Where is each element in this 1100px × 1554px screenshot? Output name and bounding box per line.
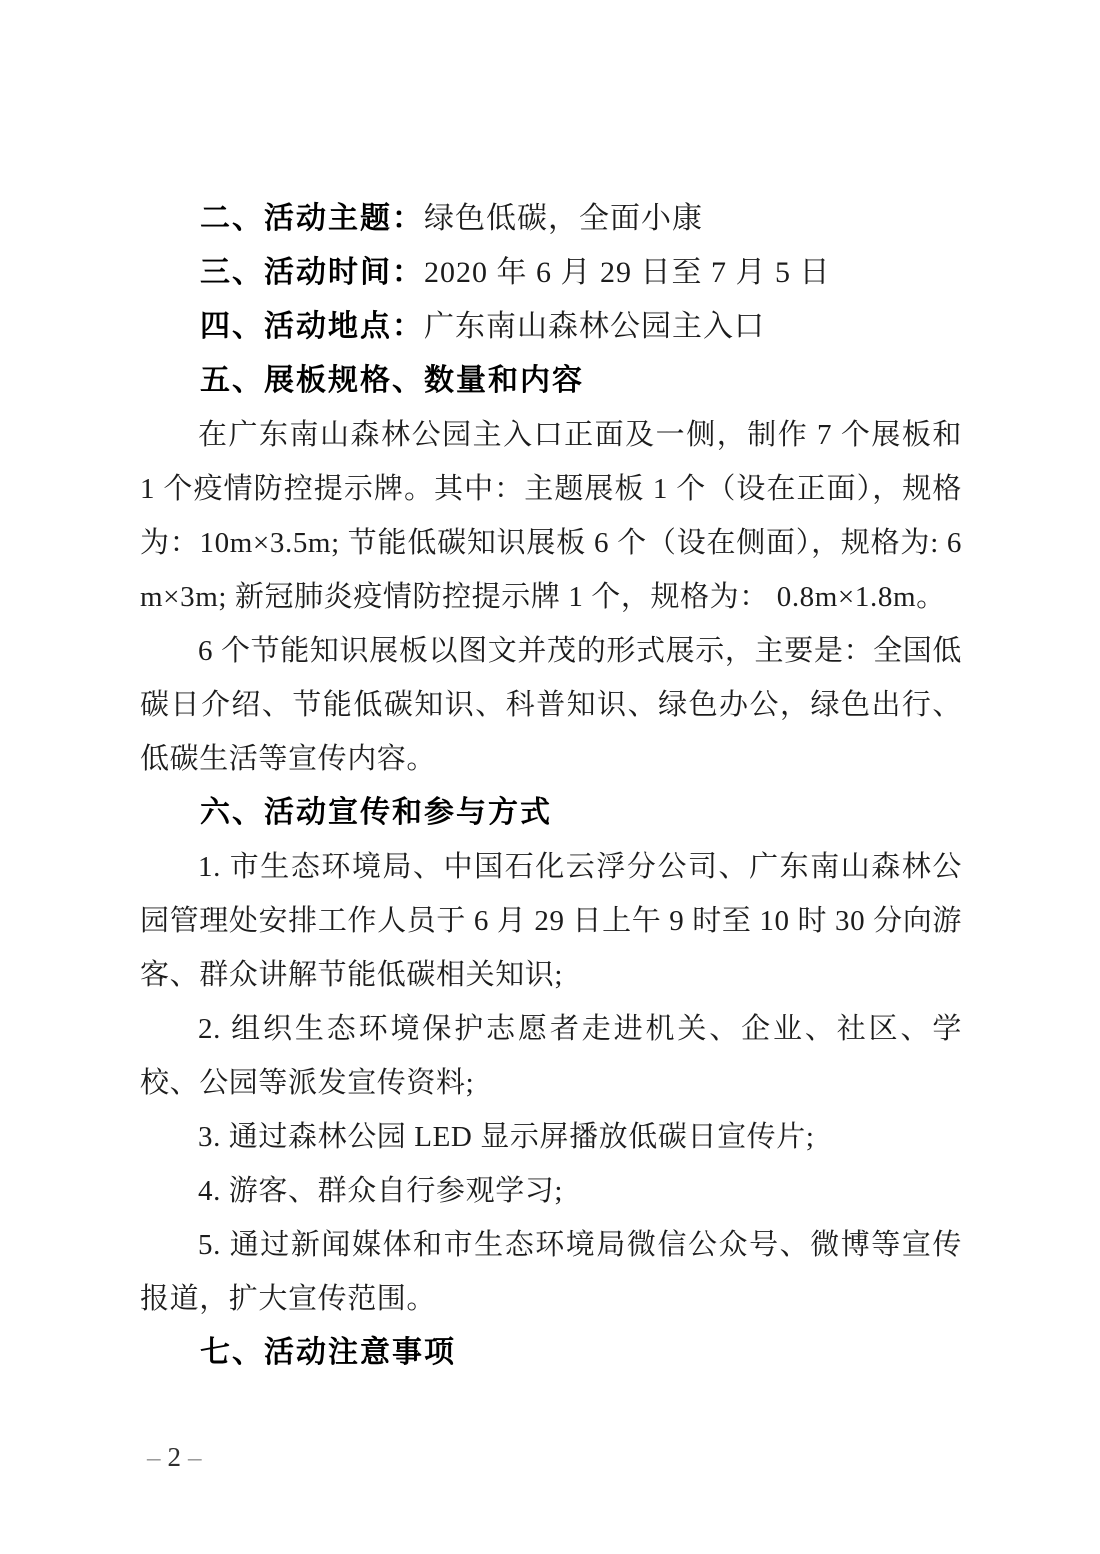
page-footer-dash-right: – bbox=[188, 1442, 202, 1472]
list-item-1: 1. 市生态环境局、中国石化云浮分公司、广东南山森林公园管理处安排工作人员于 6 月 29 日上午 9 时至 10 时 30 分向游客、群众讲解节能低碳相关知识; bbox=[140, 851, 962, 991]
heading-activity-notes-label: 七、活动注意事项 bbox=[200, 1335, 456, 1370]
activity-theme-value: 绿色低碳，全面小康 bbox=[424, 202, 703, 235]
line-activity-location bbox=[140, 300, 962, 354]
heading-promotion-methods bbox=[140, 786, 962, 840]
paragraph-panel-details: 在广东南山森林公园主入口正面及一侧，制作 7 个展板和 1 个疫情防控提示牌。其中：主题展板 1 个（设在正面），规格为：10m×3.5m; 节能低碳知识展板 6 个（设在侧面），规格为: 6m×3m; 新冠肺炎疫情防控提示牌 1 个，规格为： 0.8m×1.8m。 bbox=[140, 419, 962, 613]
activity-time-label: 三、活动时间： bbox=[200, 255, 424, 290]
list-item-5: 5. 通过新闻媒体和市生态环境局微信公众号、微博等宣传报道，扩大宣传范围。 bbox=[140, 1229, 962, 1315]
page-footer-dash-left: – bbox=[147, 1442, 161, 1472]
heading-panel-specs-label: 五、展板规格、数量和内容 bbox=[200, 363, 584, 398]
activity-location-label: 四、活动地点： bbox=[200, 309, 424, 344]
list-item-4: 4. 游客、群众自行参观学习; bbox=[198, 1175, 564, 1207]
document-content bbox=[140, 192, 962, 1380]
page-number: 2 bbox=[167, 1442, 181, 1472]
activity-location-value: 广东南山森林公园主入口 bbox=[424, 310, 765, 343]
paragraph-panel-content: 6 个节能知识展板以图文并茂的形式展示，主要是：全国低碳日介绍、节能低碳知识、科普知识、绿色办公，绿色出行、低碳生活等宣传内容。 bbox=[140, 635, 962, 775]
line-activity-theme bbox=[140, 192, 962, 246]
list-item-3: 3. 通过森林公园 LED 显示屏播放低碳日宣传片; bbox=[198, 1121, 815, 1153]
heading-promotion-methods-label: 六、活动宣传和参与方式 bbox=[200, 795, 552, 830]
activity-theme-label: 二、活动主题： bbox=[200, 201, 424, 236]
line-activity-time bbox=[140, 246, 962, 300]
page-footer bbox=[140, 1442, 209, 1472]
heading-panel-specs bbox=[140, 354, 962, 408]
list-item-2: 2. 组织生态环境保护志愿者走进机关、企业、社区、学校、公园等派发宣传资料; bbox=[140, 1013, 962, 1099]
heading-activity-notes bbox=[140, 1326, 962, 1380]
activity-time-value: 2020 年 6 月 29 日至 7 月 5 日 bbox=[424, 256, 831, 289]
